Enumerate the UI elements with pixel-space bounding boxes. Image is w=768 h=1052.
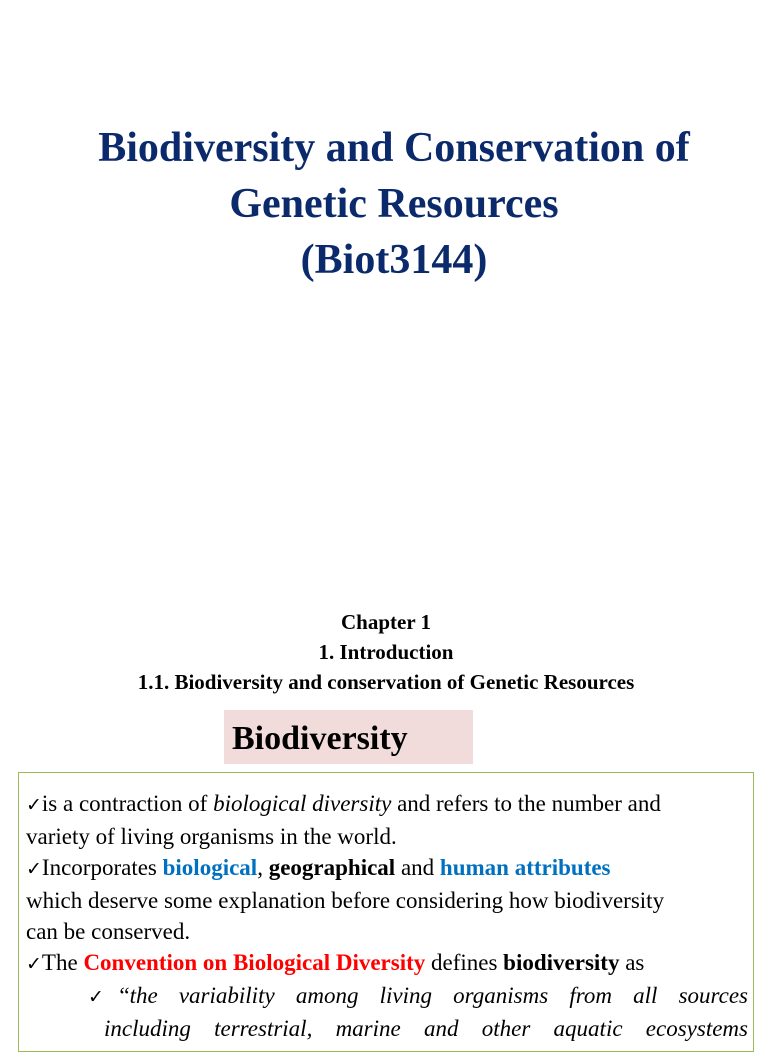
bullet-2-line-2: which deserve some explanation before considering how biodiversity xyxy=(26,888,665,913)
checkmark-icon: ✓ xyxy=(26,953,42,975)
biodiversity-heading: Biodiversity xyxy=(232,720,408,757)
bullet-list xyxy=(26,788,748,1044)
bullet-2-line-3: can be conserved. xyxy=(26,919,191,944)
section-label: 1. Introduction xyxy=(318,640,454,664)
chapter-label: Chapter 1 xyxy=(340,610,432,634)
title-line-2: Genetic Resources xyxy=(229,181,559,227)
quote-line-2: including terrestrial, marine and other aquatic ecosystems xyxy=(104,1016,748,1041)
bullet-1-line-2: variety of living organisms in the world. xyxy=(26,824,397,849)
chapter-heading xyxy=(0,607,768,697)
title-line-3: (Biot3144) xyxy=(300,237,488,283)
checkmark-icon: ✓ xyxy=(26,794,42,816)
subsection-label: 1.1. Biodiversity and conservation of Genetic Resources xyxy=(137,670,635,694)
bullet-1: ✓is a contraction of biological diversity and refers to the number and xyxy=(26,791,661,816)
bullet-2: ✓Incorporates biological, geographical and human attributes xyxy=(26,855,611,880)
checkmark-icon: ✓ xyxy=(26,858,42,880)
slide-title xyxy=(0,120,768,288)
checkmark-icon: ✓ xyxy=(88,986,120,1008)
quote-line-1: ✓“the variability among living organisms from all sources xyxy=(88,983,749,1008)
title-line-1: Biodiversity and Conservation of xyxy=(98,125,690,171)
biodiversity-heading-box xyxy=(224,710,473,764)
bullet-3: ✓The Convention on Biological Diversity defines biodiversity as xyxy=(26,950,645,975)
